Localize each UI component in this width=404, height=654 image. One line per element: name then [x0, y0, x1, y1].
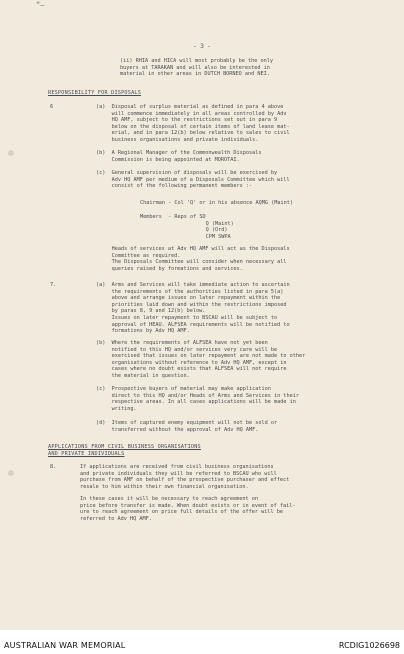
- intro-paragraph: (ii) RHIA and HICA will most probably be the only buyers at TARAKAN and will also be interested in material in other areas in DUTCH BORNEO and NEI.: [120, 58, 274, 78]
- paragraph-number-7: 7.: [50, 282, 57, 288]
- archive-source-label: AUSTRALIAN WAR MEMORIAL: [4, 641, 126, 650]
- punch-hole: [8, 150, 14, 156]
- committee-chairman: Chairman - Col 'Q' or in his absence AQMG (Maint): [140, 200, 294, 206]
- punch-hole: [8, 470, 14, 476]
- archive-reference-id: RCDIG1026698: [338, 641, 400, 650]
- committee-members: Members - Reps of SD Q (Maint) Q (Ord) CPM SWPA: [140, 214, 234, 240]
- corner-mark: “—: [36, 1, 45, 9]
- page-number: - 3 -: [192, 43, 212, 50]
- section-heading-responsibility: RESPONSIBILITY FOR DISPOSALS: [48, 90, 142, 96]
- archive-footer: [0, 630, 404, 654]
- paragraph-6c: (c) General supervision of disposals will be exercised by Adv HQ AMF per medium of a Disposals Committee which will consist of the following permanent members :-: [96, 170, 290, 190]
- paragraph-6b: (b) A Regional Manager of the Commonwealth Disposals Commission is being appointed at MOROTAI.: [96, 150, 262, 163]
- paragraph-7c: (c) Prospective buyers of material may make application direct to this HQ and/or Heads of Arms and Services in their respective areas. In all cases applications will be made in writing.: [96, 386, 300, 412]
- paragraph-number-6: 6: [50, 104, 54, 110]
- paragraph-6a: (a) Disposal of surplus material as defined in para 4 above will commence immediately in all areas controlled by Adv HQ AMF, subject to the restrictions set out in para 9 below on the disposal of certain items of land lease mat- erial, and in para 12(b) below relative to sales to civil business organisations and private individuals.: [96, 104, 290, 143]
- paragraph-8-part1: If applications are received from civil business organisations and private individuals they will be referred to BSCAU who will purchase from AMF on behalf of the prospective purchaser and effect resale to him within their own financial organisation.: [80, 464, 290, 490]
- paragraph-6c-continued: Heads of services at Adv HQ AMF will act as the Disposals Committee as required. The Disposals Committee will consider when necessary all queries raised by formations and services.: [111, 246, 290, 272]
- paragraph-number-8: 8.: [50, 464, 57, 470]
- paragraph-7d: (d) Items of captured enemy equipment will not be sold or transferred without the approval of Adv HQ AMF.: [96, 420, 278, 433]
- paragraph-7b: (b) Where the requirements of ALFSEA have not yet been notified to this HQ and/or services very care will be exercised that issues on later repayment are not made to other organisations without reference to Adv HQ AMF, except in cases where no doubt exists that ALFSEA will not require the material in question.: [96, 340, 306, 379]
- section-heading-applications: APPLICATIONS FROM CIVIL BUSINESS ORGANISATIONS AND PRIVATE INDIVIDUALS: [48, 444, 201, 457]
- paragraph-7a: (a) Arms and Services will take immediate action to ascertain the requirements of the authorities listed in para 5(a) above and arrange issues on later repayment within the priorities laid down and within the restrictions imposed by paras 8, 9 and 12(b) below. Issues on later repayment to BSCAU will be subject to approval of HEAU. ALFSEA requirements will be notified to formations by Adv HQ AMF.: [96, 282, 290, 335]
- paragraph-8-part2: In these cases it will be necessary to reach agreement on price before transfer is made. When doubt exists or in event of fail- ure to reach agreement on price full details of the offer will be referred to Adv HQ AMF.: [80, 496, 296, 522]
